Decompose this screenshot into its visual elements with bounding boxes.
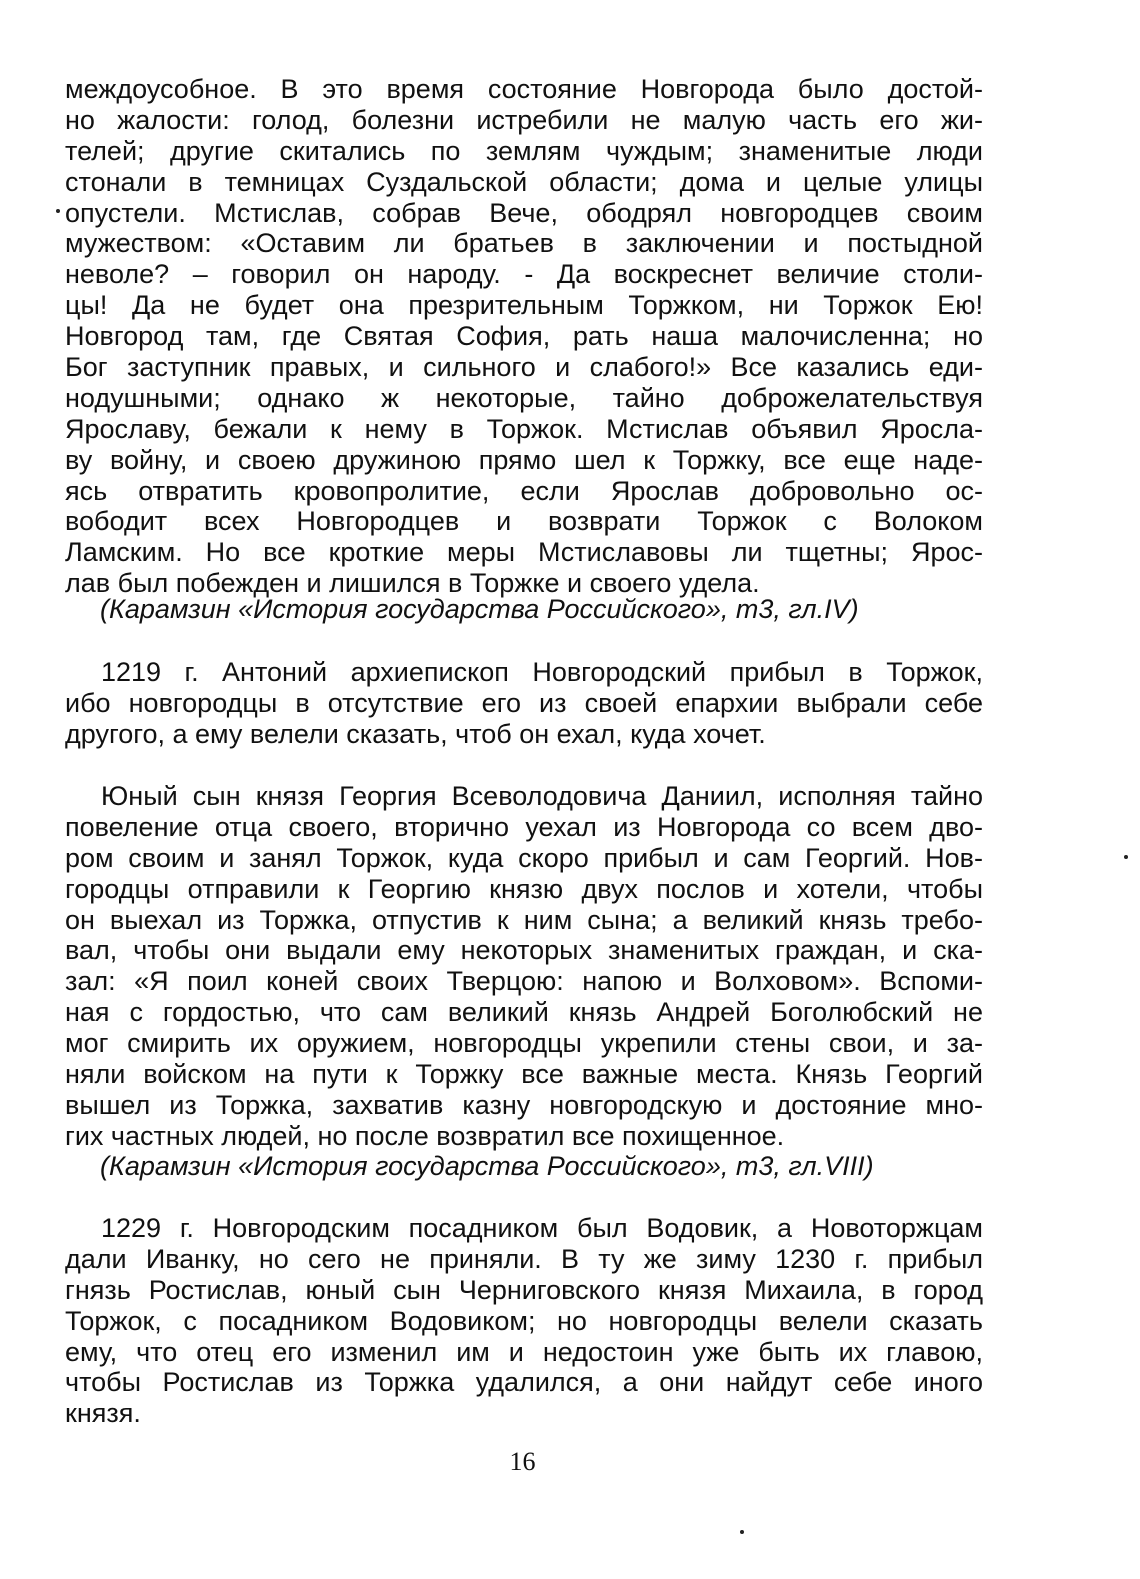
text-line: ву войну, и своею дружиною прямо шел к Торжку, все еще наде- xyxy=(65,444,983,475)
text-line: неволе? – говорил он народу. - Да воскреснет величие столи- xyxy=(65,259,983,290)
paragraph-4 xyxy=(65,1213,983,1429)
scan-speck xyxy=(56,209,60,213)
page-number: 16 xyxy=(509,1447,536,1476)
text-line: Юный сын князя Георгия Всеволодовича Даниил, исполняя тайно xyxy=(101,781,983,811)
text-line: 1229 г. Новгородским посадником был Водовик, а Новоторжцам xyxy=(101,1213,983,1243)
text-line: лав был побежден и лишился в Торжке и своего удела. xyxy=(65,568,760,599)
paragraph-3 xyxy=(65,781,983,1152)
text-line: князя. xyxy=(65,1398,141,1429)
text-line: ная с гордостью, что сам великий князь Андрей Боголюбский не xyxy=(65,997,983,1028)
scan-speck xyxy=(740,1530,744,1534)
text-line: междоусобное. В это время состояние Новгорода было достой- xyxy=(65,74,983,104)
text-line: ром своим и занял Торжок, куда скоро прибыл и сам Георгий. Нов- xyxy=(65,842,983,873)
text-line: другого, а ему велели сказать, чтоб он ехал, куда хочет. xyxy=(65,718,766,749)
text-line: гих частных людей, но после возвратил все похищенное. xyxy=(65,1120,785,1151)
paragraph-1 xyxy=(65,74,983,599)
text-line: вободит всех Новгородцев и возврати Торжок с Волоком xyxy=(65,506,983,537)
text-line: ибо новгородцы в отсутствие его из своей епархии выбрали себе xyxy=(65,687,983,718)
citation-2: (Карамзин «История государства Российского», т3, гл.VIII) xyxy=(100,1151,874,1181)
text-line: он выехал из Торжка, отпустив к ним сына; а великий князь требо- xyxy=(65,904,983,935)
paragraph-2 xyxy=(65,657,983,750)
text-line: но жалости: голод, болезни истребили не малую часть его жи- xyxy=(65,104,983,135)
text-line: цы! Да не будет она презрительным Торжком, ни Торжок Ею! xyxy=(65,290,983,321)
text-line: повеление отца своего, вторично уехал из Новгорода со всем дво- xyxy=(65,811,983,842)
text-line: ему, что отец его изменил им и недостоин уже быть их главою, xyxy=(65,1336,983,1367)
text-line: опустели. Мстислав, собрав Вече, ободрял новгородцев своим xyxy=(65,197,983,228)
text-line: Бог заступник правых, и сильного и слабого!» Все казались еди- xyxy=(65,352,983,383)
text-line: вышел из Торжка, захватив казну новгородскую и достояние мно- xyxy=(65,1089,983,1120)
text-line: вал, чтобы они выдали ему некоторых знаменитых граждан, и ска- xyxy=(65,935,983,966)
text-line: телей; другие скитались по землям чуждым; знаменитые люди xyxy=(65,135,983,166)
text-line: зал: «Я поил коней своих Тверцою: напою и Волховом». Вспоми- xyxy=(65,966,983,997)
text-line: гнязь Ростислав, юный сын Черниговского князя Михаила, в город xyxy=(65,1274,983,1305)
text-line: Ярославу, бежали к нему в Торжок. Мстислав объявил Яросла- xyxy=(65,413,983,444)
citation-1: (Карамзин «История государства Российского», т3, гл.IV) xyxy=(100,594,859,624)
text-line: стонали в темницах Суздальской области; дома и целые улицы xyxy=(65,166,983,197)
scan-speck xyxy=(1124,855,1128,859)
text-line: мужеством: «Оставим ли братьев в заключении и постыдной xyxy=(65,228,983,259)
text-line: нодушными; однако ж некоторые, тайно доброжелательствуя xyxy=(65,382,983,413)
text-line: дали Иванку, но сего не приняли. В ту же зиму 1230 г. прибыл xyxy=(65,1243,983,1274)
text-line: городцы отправили к Георгию князю двух послов и хотели, чтобы xyxy=(65,873,983,904)
text-line: няли войском на пути к Торжку все важные места. Князь Георгий xyxy=(65,1059,983,1090)
text-line: Ламским. Но все кроткие меры Мстиславовы ли тщетны; Ярос- xyxy=(65,537,983,568)
text-line: 1219 г. Антоний архиепископ Новгородский прибыл в Торжок, xyxy=(101,657,983,687)
text-line: чтобы Ростислав из Торжка удалился, а они найдут себе иного xyxy=(65,1367,983,1398)
text-line: Новгород там, где Святая София, рать наша малочисленна; но xyxy=(65,321,983,352)
text-line: ясь отвратить кровопролитие, если Ярослав добровольно ос- xyxy=(65,475,983,506)
text-line: Торжок, с посадником Водовиком; но новгородцы велели сказать xyxy=(65,1305,983,1336)
text-line: мог смирить их оружием, новгородцы укрепили стены свои, и за- xyxy=(65,1028,983,1059)
